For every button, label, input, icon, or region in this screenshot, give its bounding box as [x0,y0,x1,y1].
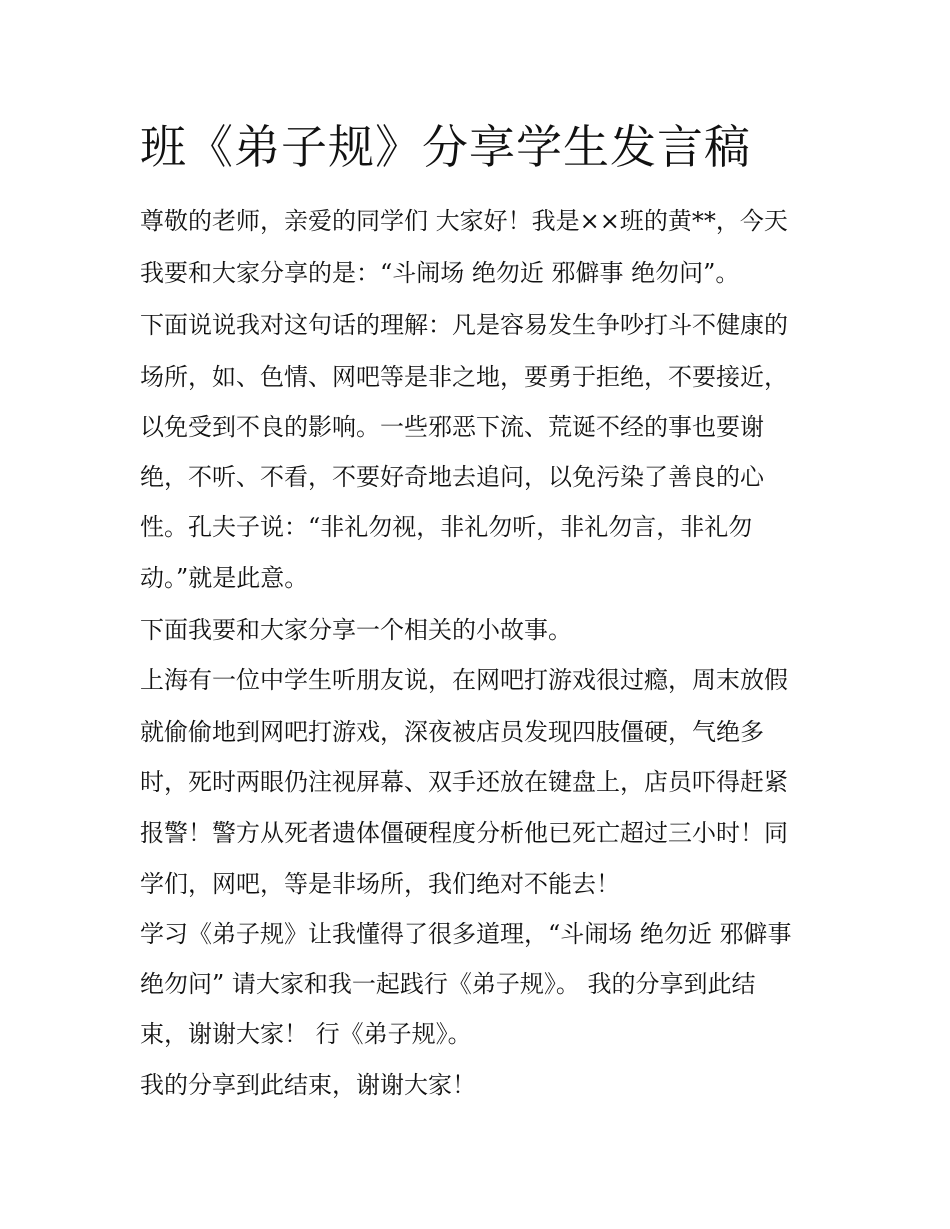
text-line: 下面我要和大家分享一个相关的小故事。 [140,616,572,644]
text-line: 我的分享到此结束，谢谢大家！ [140,1071,476,1099]
text-line: 就偷偷地到网吧打游戏，深夜被店员发现四肢僵硬，气绝多 [140,718,764,746]
text-line: 动。”就是此意。 [140,564,309,592]
text-line: 以免受到不良的影响。一些邪恶下流、荒诞不经的事也要谢 [140,413,764,441]
text-line: 学习《弟子规》让我懂得了很多道理，“斗闹场 绝勿近 邪僻事 [140,920,792,948]
text-line: 我要和大家分享的是：“斗闹场 绝勿近 邪僻事 绝勿问”。 [140,259,740,287]
text-line: 绝，不听、不看，不要好奇地去追问，以免污染了善良的心 [140,463,764,491]
text-line: 下面说说我对这句话的理解：凡是容易发生争吵打斗不健康的 [140,311,788,339]
text-line: 学们，网吧，等是非场所，我们绝对不能去！ [140,870,620,898]
text-line: 束，谢谢大家！ 行《弟子规》。 [140,1020,472,1048]
text-line: 报警！警方从死者遗体僵硬程度分析他已死亡超过三小时！同 [140,819,788,847]
text-line: 上海有一位中学生听朋友说，在网吧打游戏很过瘾，周末放假 [140,666,788,694]
text-line: 场所，如、色情、网吧等是非之地，要勇于拒绝，不要接近， [140,363,788,391]
text-line: 时，死时两眼仍注视屏幕、双手还放在键盘上，店员吓得赶紧 [140,768,788,796]
text-line: 尊敬的老师，亲爱的同学们 大家好！我是××班的黄**，今天 [140,207,788,235]
document-title: 班《弟子规》分享学生发言稿 [140,120,751,174]
text-line: 性。孔夫子说：“非礼勿视，非礼勿听，非礼勿言，非礼勿 [140,513,753,541]
text-line: 绝勿问” 请大家和我一起践行《弟子规》。 我的分享到此结 [140,970,756,998]
